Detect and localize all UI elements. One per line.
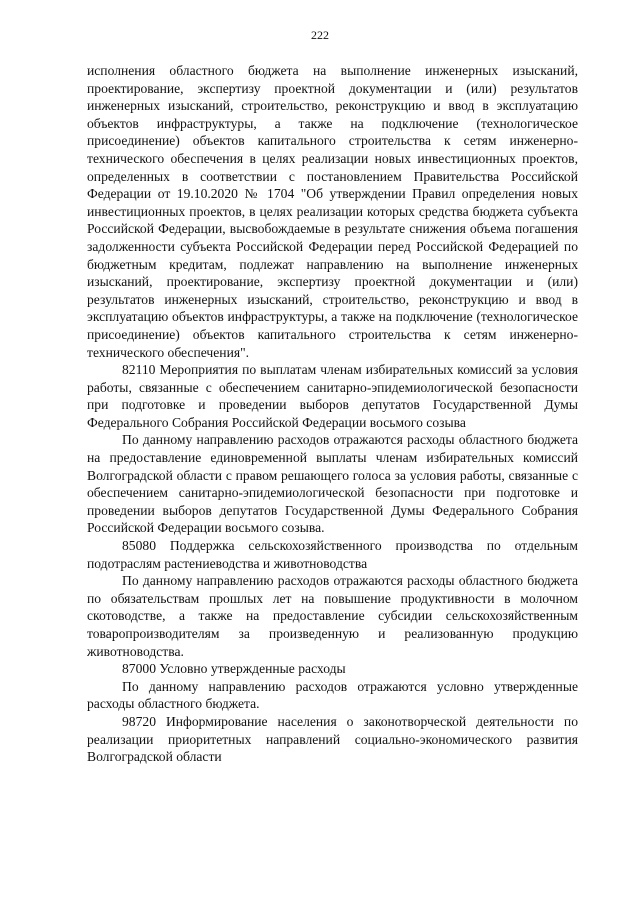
paragraph-heading-85080: 85080 Поддержка сельскохозяйственного производства по отдельным подотраслям растениеводства и животноводства	[87, 538, 578, 571]
paragraph-heading-87000: 87000 Условно утвержденные расходы	[122, 661, 346, 677]
paragraph-heading-82110: 82110 Мероприятия по выплатам членам избирательных комиссий за условия работы, связанные с обеспечением санитарно-эпидемиологической безопасности при подготовке и проведении выборов депутатов Государственной Думы Федерального Собрания Российской Федерации восьмого созыва	[87, 362, 578, 430]
document-body	[87, 62, 578, 766]
paragraph-82110-description: По данному направлению расходов отражаются расходы областного бюджета на предоставление единовременной выплаты членам избирательных комиссий Волгоградской области с правом решающего голоса за условия работы, связанные с обеспечением санитарно-эпидемиологической безопасности при подготовке и проведении выборов депутатов Государственной Думы Федерального Собрания Российской Федерации восьмого созыва.	[87, 432, 578, 536]
page-number: 222	[311, 28, 329, 42]
paragraph-87000-description: По данному направлению расходов отражаются условно утвержденные расходы областного бюджета.	[87, 678, 578, 712]
paragraph-continuation: исполнения областного бюджета на выполнение инженерных изысканий, проектирование, экспертизу проектной документации и (или) результатов инженерных изысканий, строительство, реконструкцию и ввод в эксплуатацию объектов инфраструктуры, а также на подключение (технологическое присоединение) объектов капитального строительства к сетям инженерно-технического обеспечения в целях реализации новых инвестиционных проектов, определенных в соответствии с постановлением Правительства Российской Федерации от 19.10.2020 № 1704 "Об утверждении Правил определения новых инвестиционных проектов, в целях реализации которых средства бюджета субъекта Российской Федерации, высвобождаемые в результате снижения объема погашения задолженности субъекта Российской Федерации перед Российской Федерацией по бюджетным кредитам, подлежат направлению на выполнение инженерных изысканий, проектирование, экспертизу проектной документации и (или) результатов инженерных изысканий, строительство, реконструкцию и ввод в эксплуатацию объектов инфраструктуры, а также на подключение (технологическое присоединение) объектов капитального строительства к сетям инженерно-технического обеспечения".	[87, 63, 578, 360]
paragraph-heading-98720: 98720 Информирование населения о законотворческой деятельности по реализации приоритетных направлений социально-экономического развития Волгоградской области	[87, 713, 578, 765]
paragraph-85080-description: По данному направлению расходов отражаются расходы областного бюджета по обязательствам прошлых лет на повышение продуктивности в молочном скотоводстве, а также на предоставление субсидии сельскохозяйственным товаропроизводителям за произведенную и реализованную продукцию животноводства.	[87, 573, 578, 659]
